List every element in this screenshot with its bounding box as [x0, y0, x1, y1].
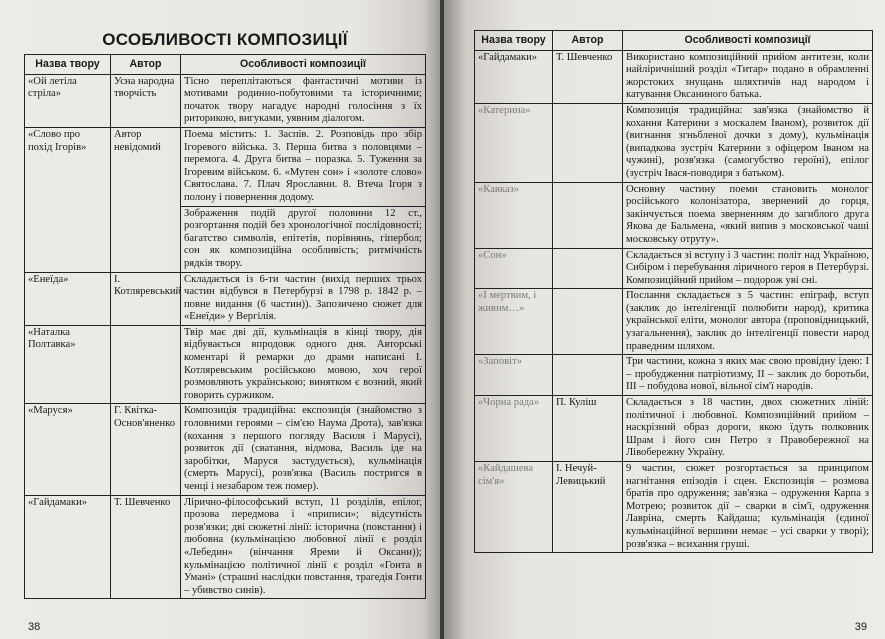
header-author: Автор [553, 31, 623, 51]
work-title: «Заповіт» [475, 355, 553, 396]
work-title: «Маруся» [25, 404, 111, 495]
work-author [553, 248, 623, 289]
header-work: Назва твору [25, 55, 111, 75]
work-author: Автор невідомий [111, 127, 181, 272]
composition-description: Основну частину поеми становить монолог російського колонізатора, звернений до горця, закінчується поема зверненням до загиблого друга Якова де Бальмена, «який випив з московської чаші московську отруту». [623, 182, 873, 248]
work-author: Усна народна творчість [111, 74, 181, 127]
work-title: «Кайдашева сім'я» [475, 462, 553, 553]
table-row [25, 127, 426, 272]
work-title: «Гайдамаки» [475, 50, 553, 103]
work-author: І. Котляревський [111, 272, 181, 325]
header-author: Автор [111, 55, 181, 75]
header-features: Особливості композиції [181, 55, 426, 75]
composition-table-right [474, 30, 873, 553]
table-row [25, 272, 426, 325]
composition-description: Твір має дві дії, кульмінація в кінці твору, дія відбувається впродовж одного дня. Авторські коментарі й ремарки до драми написані І. Котляревським російською мовою, хоч герої розмовляють українською; винятком є возний, який говорить суржиком. [181, 325, 426, 404]
table-header-row [475, 31, 873, 51]
work-author [111, 325, 181, 404]
table-row [475, 355, 873, 396]
composition-description: Композиція традиційна: зав'язка (знайомство й кохання Катерини з москалем Іваном), розвиток дії (вигнання згньбленої дочки з дому), кульмінація (випадкова зустріч Катерини з офіцером Іваном на чужині), розв'язка (самогубство героїні), епілог (зустріч Івася-поводиря з батьком). [623, 103, 873, 182]
composition-description: Складається зі вступу і 3 частин: політ над Україною, Сибіром і перебування ліричного героя в Петербурзі. Композиційний прийом – подорож уві сні. [623, 248, 873, 289]
work-author: П. Куліш [553, 396, 623, 462]
table-header-row [25, 55, 426, 75]
page-number: 38 [28, 621, 41, 633]
table-row [25, 404, 426, 495]
work-title: «Гайдамаки» [25, 495, 111, 599]
work-author: Т. Шевченко [553, 50, 623, 103]
composition-description: Композиція традиційна: експозиція (знайомство з головними героями – сім'єю Наума Дрота), зав'язка (кохання з першого погляду Василя і Марусі), розвиток дії (сватання, відмова, Василь іде на заробітки, Маруся застудується), кульмінація (смерть Марусі), розв'язка (Василь постригся в ченці і незабаром теж помер). [181, 404, 426, 495]
page-number: 39 [854, 621, 867, 633]
composition-description: Тісно переплітаються фантастичні мотиви із мотивами родинно-побутовими та історичними; початок твору нагадує народні голосіння з їх риторикою, вигуками, уявним діалогом. [181, 74, 426, 127]
work-author [553, 182, 623, 248]
work-title: «Сон» [475, 248, 553, 289]
table-row [25, 495, 426, 599]
composition-description: Складається з 18 частин, двох сюжетних ліній: політичної і любовної. Композиційний прийом – наскрізний образ дороги, якою їдуть полковник Шрам і його син Петро з Правобережної на Лівобережну Україну. [623, 396, 873, 462]
table-row [25, 74, 426, 127]
work-title: «Чорна рада» [475, 396, 553, 462]
composition-description: Послання складається з 5 частин: епіграф, вступ (заклик до інтелігенції полюбити народ), критика української еліти, монолог автора (проповідницький, узагальнення), заклик до інтелігенції повести народ праведним шляхом. [623, 289, 873, 355]
work-author: Т. Шевченко [111, 495, 181, 599]
work-author [553, 355, 623, 396]
work-author: Г. Квітка-Основ'яненко [111, 404, 181, 495]
work-author: І. Нечуй-Левицький [553, 462, 623, 553]
header-features: Особливості композиції [623, 31, 873, 51]
work-title: «Наталка Полтавка» [25, 325, 111, 404]
composition-description: 9 частин, сюжет розгортається за принципом нагнітання епізодів і сцен. Експозиція – розмова братів про одруження; зав'язка – одруження Карпа з Мотрею; розвиток дії – сварки в сім'ї, одруження Лаврiна, смерть Кайдаша; кульмінація (єдиної кульмінаційної вершини немає – усі сварки у творі); розв'язка – всихання груші. [623, 462, 873, 553]
composition-description: Три частини, кожна з яких має свою провідну ідею: І – пробудження патріотизму, ІІ – заклик до боротьби, ІІІ – побудова нової, вільної сім'ї народів. [623, 355, 873, 396]
composition-description [181, 127, 426, 272]
table-row [475, 396, 873, 462]
table-row [475, 182, 873, 248]
header-work: Назва твору [475, 31, 553, 51]
description-part: Зображення подій другої половини 12 ст., розгортання подій без хронологічної послідовності; багатство символів, епітетів, порівнянь, гіпербол; сон як композиційна особливість; ритмічність рядків твору. [181, 206, 425, 271]
right-page [444, 0, 885, 639]
table-row [25, 325, 426, 404]
composition-description: Складається із 6-ти частин (вихід перших трьох частин відбувся в Петербурзі в 1798 р. 1842 р. – повне видання (6 частин)). Запозичено сюжет для «Енеїди» у Вергілія. [181, 272, 426, 325]
work-title: «Слово про похід Ігорів» [25, 127, 111, 272]
composition-table-left [24, 54, 426, 599]
work-title: «Енеїда» [25, 272, 111, 325]
page-title: ОСОБЛИВОСТІ КОМПОЗИЦІЇ [102, 30, 348, 49]
table-row [475, 289, 873, 355]
table-row [475, 462, 873, 553]
left-page [0, 0, 440, 639]
work-title: «І мертвим, і живим…» [475, 289, 553, 355]
table-row [475, 103, 873, 182]
table-row [475, 248, 873, 289]
composition-description: Використано композиційний прийом антитези, коли найліричніший розділ «Титар» подано в обрамленні жорстоких знущань шляхтичів над народом і катування Оксаниного батька. [623, 50, 873, 103]
work-title: «Катерина» [475, 103, 553, 182]
table-row [475, 50, 873, 103]
work-title: «Кавказ» [475, 182, 553, 248]
description-part: Поема містить: 1. Заспів. 2. Розповідь про збір Ігоревого війська. 3. Перша битва з половцями – перемога. 4. Друга битва – поразка. 5. Туження за Ігоревим військом. 6. «Мутен сон» і «золоте слово» Святослава. 7. Плач Ярославни. 8. Втеча Ігоря з полону і повернення додому. [184, 128, 422, 203]
work-title: «Ой летіла стріла» [25, 74, 111, 127]
work-author [553, 289, 623, 355]
work-author [553, 103, 623, 182]
composition-description: Ліричнo-філософський вступ, 11 розділів, епілог, прозова передмова і «приписи»; відсутність розв'язки; дві сюжетні лінії: історична (повстання) і любовна (кульмінацією любовної лінії є розділ «Лебедин» (вінчання Яреми й Оксани)); кульмінацією політичної лінії є розділ «Гонта в Умані» (страшні наслідки повстання, трагедія Гонти – убивство синів). [181, 495, 426, 599]
